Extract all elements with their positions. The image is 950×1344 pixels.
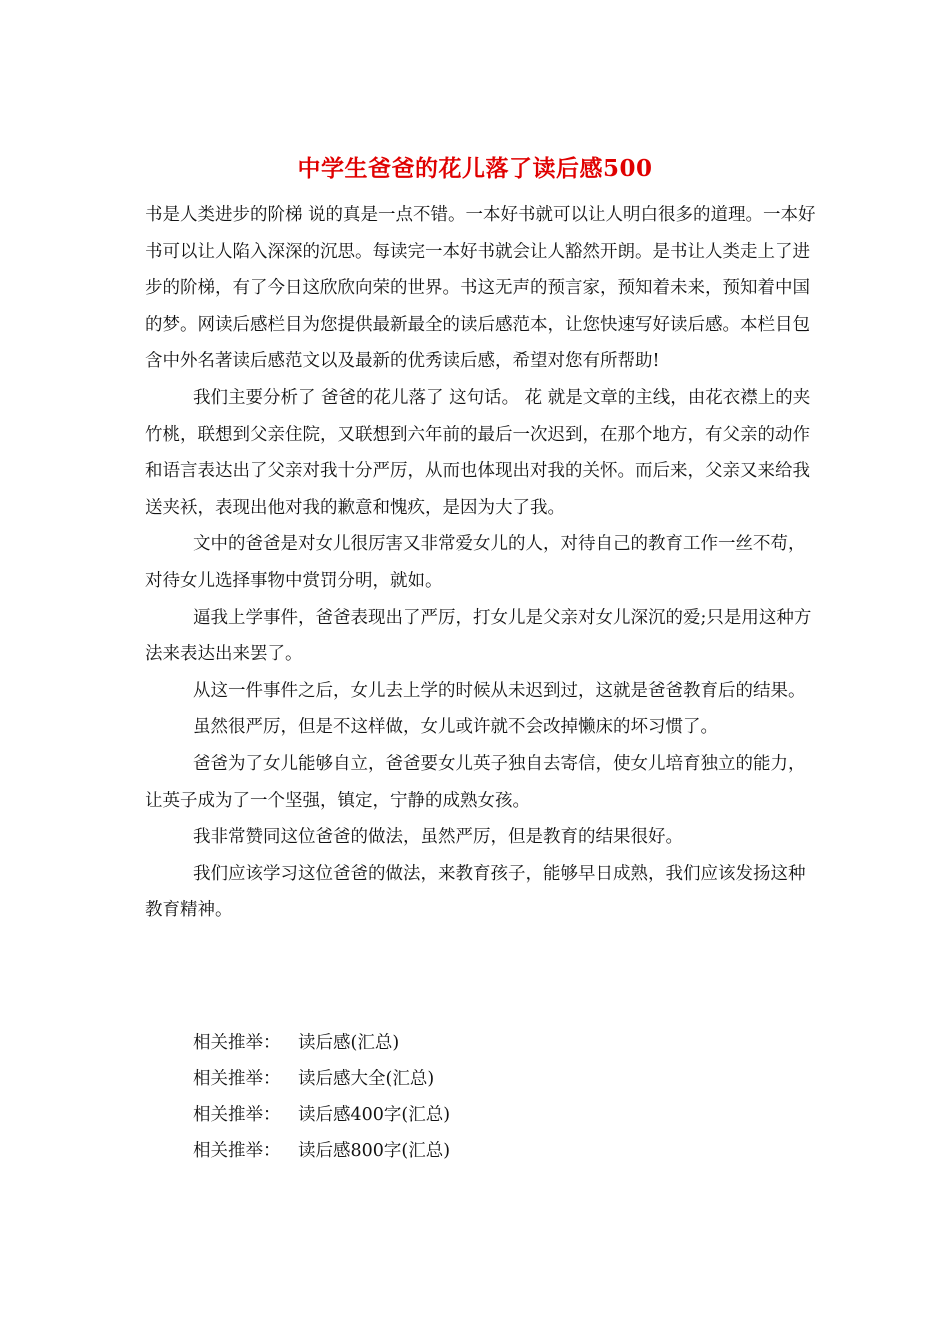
recommendation-link[interactable]: 读后感800字(汇总)	[298, 1141, 451, 1161]
recommendation-label: 相关推举：	[193, 1105, 281, 1125]
document-body	[145, 197, 817, 929]
paragraph-intro: 书是人类进步的阶梯 说的真是一点不错。一本好书就可以让人明白很多的道理。一本好书可以让人陷入深深的沉思。每读完一本好书就会让人豁然开朗。是书让人类走上了进步的阶梯，有了今日这欣欣向荣的世界。书这无声的预言家，预知着未来，预知着中国的梦。网读后感栏目为您提供最新最全的读后感范本，让您快速写好读后感。本栏目包含中外名著读后感范文以及最新的优秀读后感，希望对您有所帮助!	[145, 205, 816, 372]
paragraph-after-event: 从这一件事件之后，女儿去上学的时候从未迟到过，这就是爸爸教育后的结果。	[193, 680, 806, 701]
recommendation-label: 相关推举：	[193, 1069, 281, 1089]
recommendation-item	[193, 1097, 450, 1134]
recommendation-item	[193, 1133, 450, 1170]
paragraph-independence: 爸爸为了女儿能够自立，爸爸要女儿英子独自去寄信，使女儿培育独立的能力，让英子成为了一个坚强，镇定，宁静的成熟女孩。	[145, 753, 806, 811]
recommendation-link[interactable]: 读后感(汇总)	[298, 1033, 400, 1053]
recommendation-item	[193, 1025, 399, 1062]
recommendation-label: 相关推举：	[193, 1033, 281, 1053]
paragraph-father: 文中的爸爸是对女儿很厉害又非常爱女儿的人，对待自己的教育工作一丝不苟，对待女儿选择事物中赏罚分明，就如。	[145, 534, 806, 591]
recommendation-label: 相关推举：	[193, 1141, 281, 1161]
paragraph-conclusion: 我们应该学习这位爸爸的做法，来教育孩子，能够早日成熟，我们应该发扬这种教育精神。	[145, 863, 806, 921]
recommendation-link[interactable]: 读后感400字(汇总)	[298, 1105, 451, 1125]
document-title: 中学生爸爸的花儿落了读后感500	[297, 155, 653, 182]
recommendation-item	[193, 1061, 434, 1098]
paragraph-school-event: 逼我上学事件，爸爸表现出了严厉，打女儿是父亲对女儿深沉的爱;只是用这种方法来表达出来罢了。	[145, 607, 812, 665]
paragraph-agree: 我非常赞同这位爸爸的做法，虽然严厉，但是教育的结果很好。	[193, 827, 683, 848]
recommendation-link[interactable]: 读后感大全(汇总)	[298, 1069, 435, 1089]
paragraph-strict: 虽然很严厉，但是不这样做，女儿或许就不会改掉懒床的坏习惯了。	[193, 717, 718, 738]
paragraph-analysis: 我们主要分析了 爸爸的花儿落了 这句话。 花 就是文章的主线，由花衣襟上的夹竹桃，联想到父亲住院，又联想到六年前的最后一次迟到，在那个地方，有父亲的动作和语言表达出了父亲对我十分严厉，从而也体现出对我的关怀。而后来，父亲又来给我送夹袄，表现出他对我的歉意和愧疚，是因为大了我。	[145, 387, 811, 518]
